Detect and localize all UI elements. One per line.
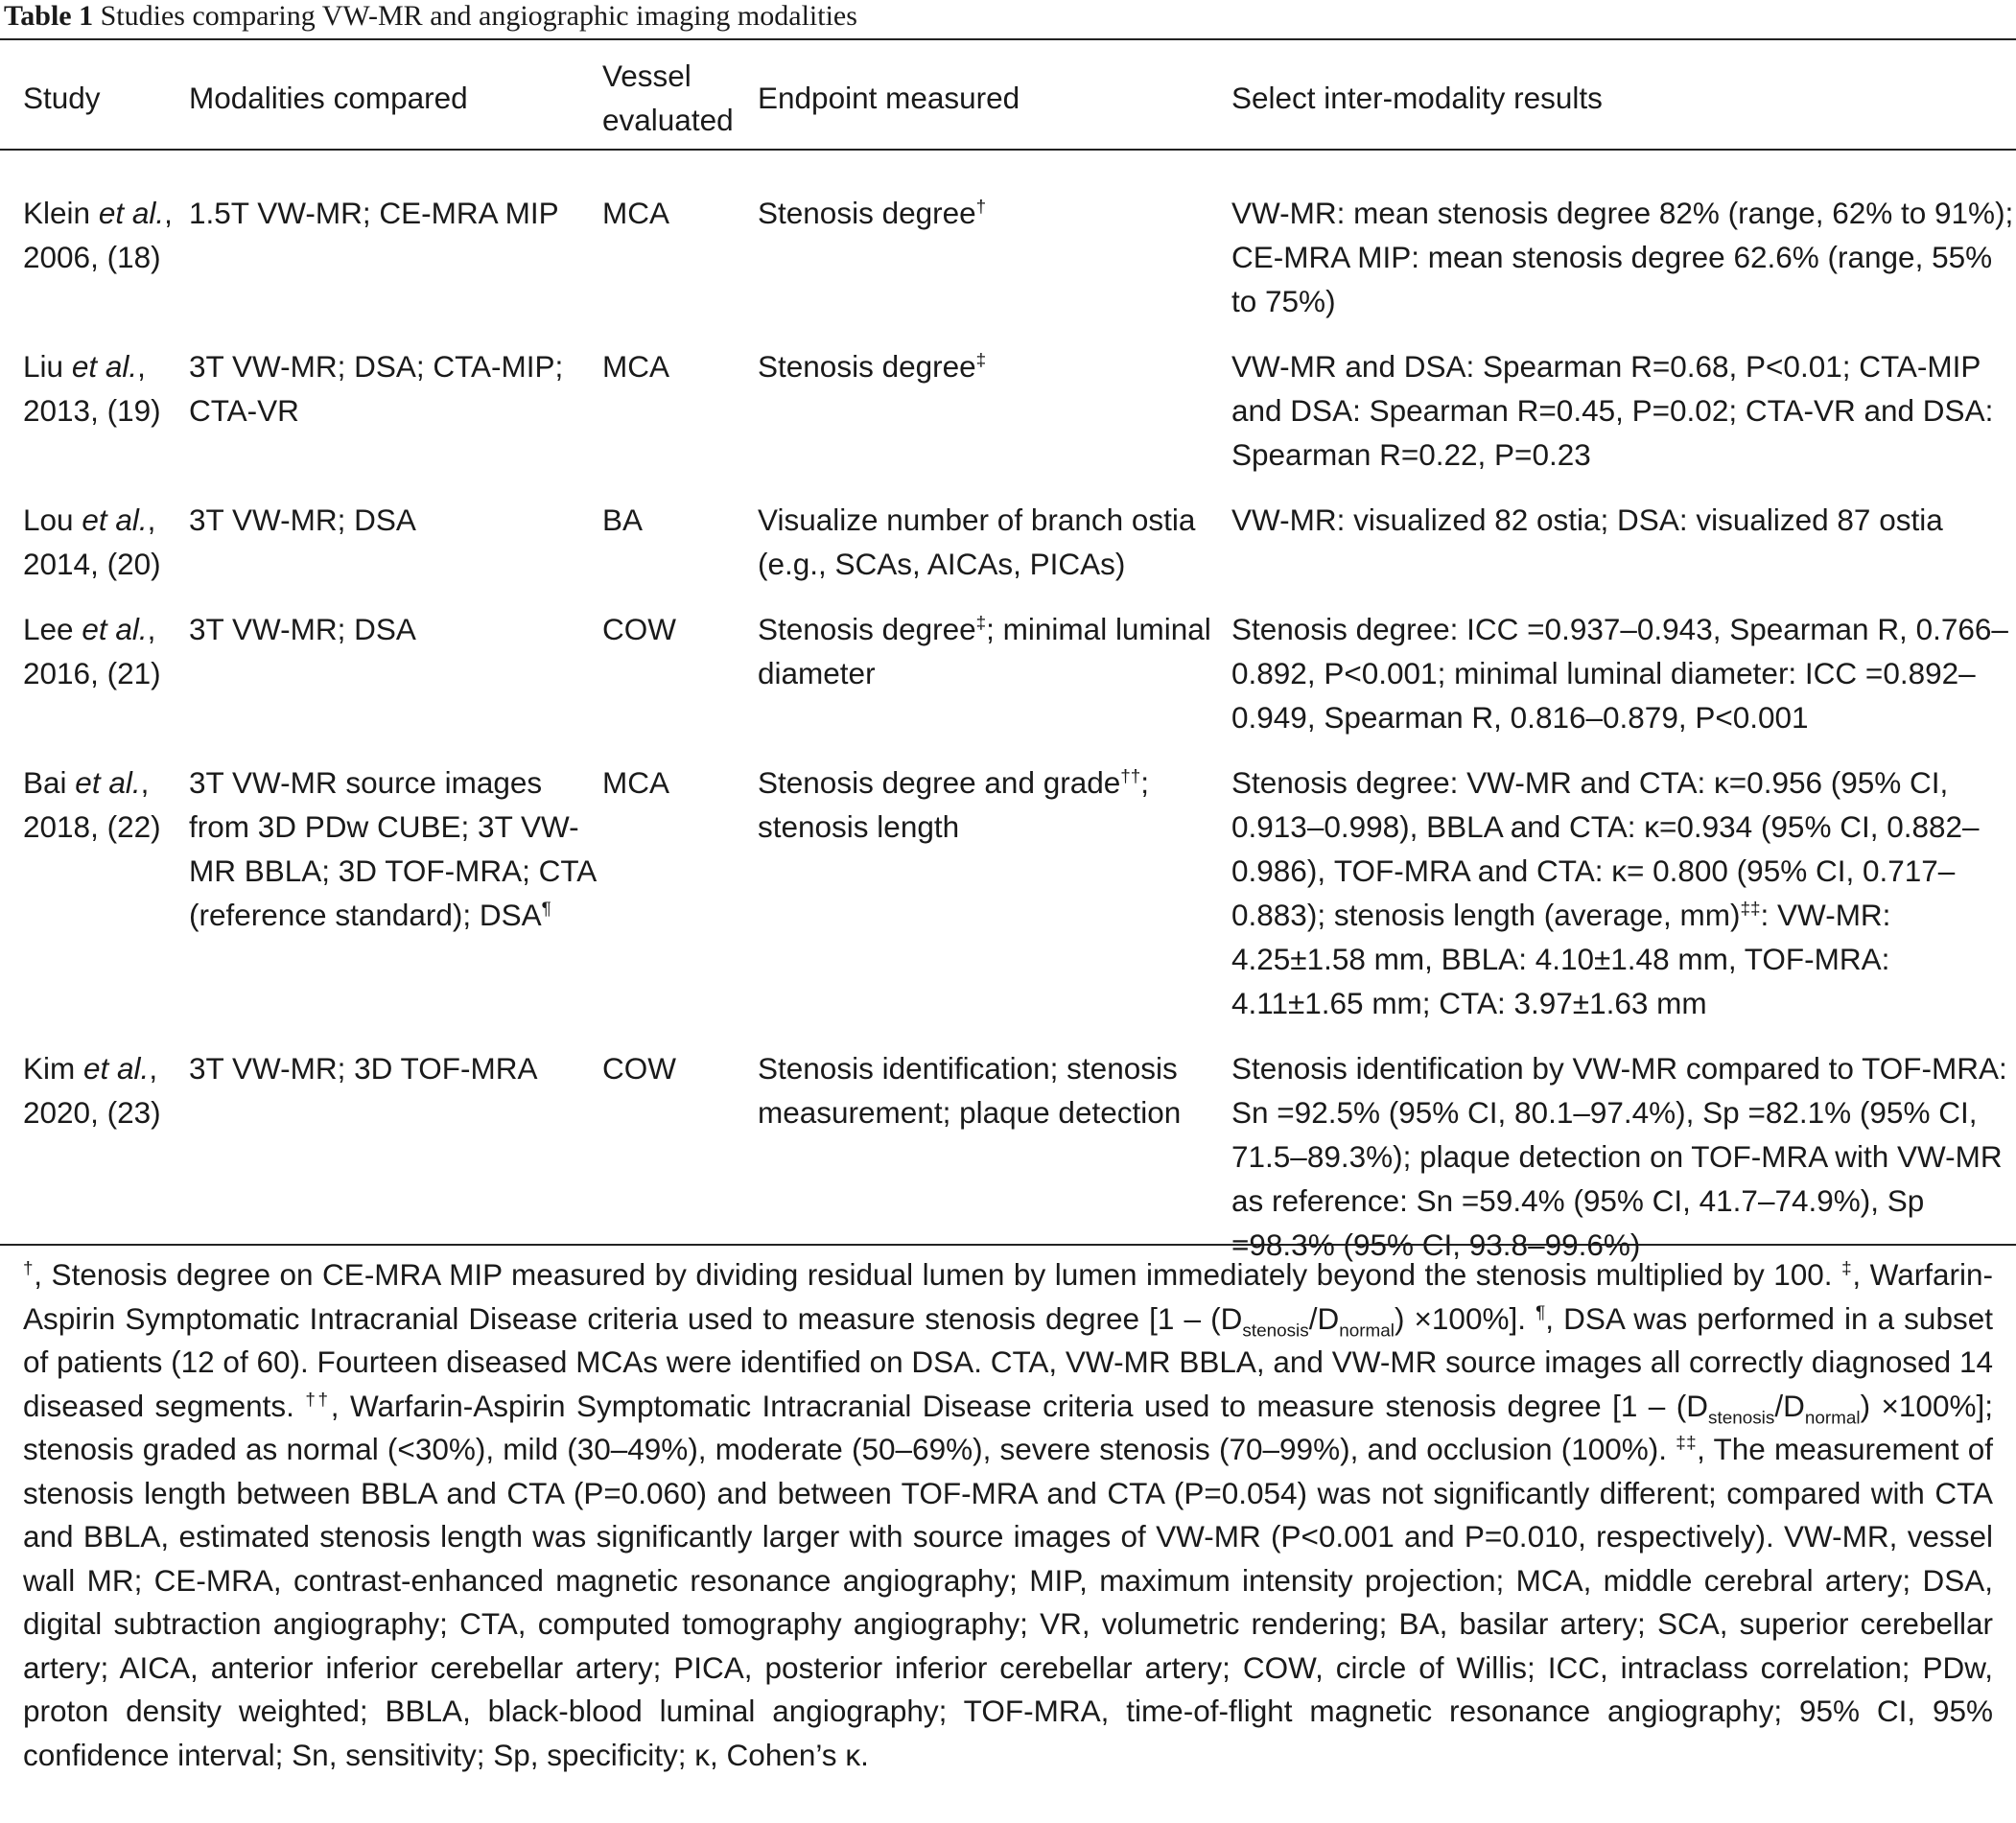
- table-row: [0, 760, 2016, 1046]
- subscript: stenosis: [1708, 1407, 1775, 1428]
- endpoint-cell: [758, 191, 1231, 344]
- study-citation: , 2014, (20): [23, 502, 161, 581]
- endpoint-text: Stenosis degree and grade: [758, 765, 1121, 800]
- study-etal: et al.: [82, 502, 148, 537]
- table-row: [0, 1046, 2016, 1288]
- footnote-text: , Warfarin-Aspirin Symptomatic Intracranial Disease criteria used to measure stenosis degree [1 – (D: [330, 1388, 1709, 1423]
- results-cell: VW-MR: mean stenosis degree 82% (range, 62% to 91%); CE-MRA MIP: mean stenosis degree 62.6% (range, 55% to 75%): [1231, 196, 2014, 318]
- table-label: Table 1: [4, 0, 94, 32]
- header-vessel-line2: evaluated: [602, 103, 734, 137]
- study-cell: [0, 344, 189, 498]
- endpoint-cell: Visualize number of branch ostia (e.g., SCAs, AICAs, PICAs): [758, 502, 1196, 581]
- table-row: [0, 344, 2016, 498]
- footnote-marker: †: [975, 197, 987, 218]
- study-etal: et al.: [98, 196, 165, 230]
- footnote-text: , DSA was performed in a subset of patients (12 of 60). Fourteen diseased MCAs were identified on DSA. CTA, VW-MR BBLA, and VW-MR source images all correctly diagnosed 14 diseased segments.: [23, 1300, 1993, 1423]
- study-citation: , 2018, (22): [23, 765, 161, 844]
- vessel-cell: MCA: [602, 196, 669, 230]
- study-cell: [0, 1046, 189, 1288]
- footnote-text: /D: [1774, 1388, 1805, 1423]
- results-cell: Stenosis degree: ICC =0.937–0.943, Spearman R, 0.766–0.892, P<0.001; minimal luminal diameter: ICC =0.892–0.949, Spearman R, 0.816–0.879, P<0.001: [1231, 612, 2008, 735]
- endpoint-text: Stenosis degree: [758, 349, 976, 384]
- study-author: Liu: [23, 349, 64, 384]
- study-etal: et al.: [83, 1051, 150, 1086]
- study-citation: , 2006, (18): [23, 196, 173, 274]
- endpoint-tail: ; stenosis length: [758, 765, 1150, 844]
- study-citation: , 2016, (21): [23, 612, 161, 690]
- header-study: Study: [23, 81, 101, 115]
- footnote-marker: ‡‡: [1676, 1433, 1698, 1454]
- modalities-cell: 3T VW-MR; 3D TOF-MRA: [189, 1051, 538, 1086]
- study-citation: , 2013, (19): [23, 349, 161, 428]
- subscript: stenosis: [1242, 1320, 1309, 1341]
- footnote-marker: ‡: [975, 613, 987, 634]
- study-cell: [0, 760, 189, 1046]
- results-cell: [1231, 760, 2016, 1046]
- results-text-tail: : VW-MR: 4.25±1.58 mm, BBLA: 4.10±1.48 mm, TOF-MRA: 4.11±1.65 mm; CTA: 3.97±1.63 mm: [1231, 898, 1891, 1020]
- endpoint-cell: [758, 344, 1231, 498]
- study-cell: [0, 498, 189, 607]
- results-cell: VW-MR and DSA: Spearman R=0.68, P<0.01; CTA-MIP and DSA: Spearman R=0.45, P=0.02; CTA-VR and DSA: Spearman R=0.22, P=0.23: [1231, 349, 1994, 472]
- subscript: normal: [1804, 1407, 1861, 1428]
- endpoint-cell: Stenosis identification; stenosis measurement; plaque detection: [758, 1051, 1182, 1130]
- table-row: [0, 607, 2016, 760]
- studies-table: [0, 54, 2016, 1288]
- study-etal: et al.: [71, 349, 138, 384]
- table-row: [0, 191, 2016, 344]
- table-title: Studies comparing VW-MR and angiographic imaging modalities: [100, 0, 857, 32]
- study-etal: et al.: [82, 612, 148, 646]
- footnote-marker: ¶: [1535, 1302, 1546, 1322]
- study-author: Kim: [23, 1051, 76, 1086]
- study-author: Lou: [23, 502, 74, 537]
- modalities-cell: 3T VW-MR; DSA: [189, 502, 416, 537]
- vessel-cell: MCA: [602, 765, 669, 800]
- results-text: Stenosis degree: VW-MR and CTA: κ=0.956 (95% CI, 0.913–0.998), BBLA and CTA: κ=0.934 (95% CI, 0.882–0.986), TOF-MRA and CTA: κ= 0.800 (95% CI, 0.717–0.883); stenosis length (average, mm): [1231, 765, 1980, 932]
- footnote-text: ) ×100%].: [1394, 1300, 1526, 1336]
- modalities-cell: 3T VW-MR; DSA: [189, 612, 416, 646]
- study-author: Lee: [23, 612, 74, 646]
- modalities-cell: 1.5T VW-MR; CE-MRA MIP: [189, 196, 559, 230]
- study-cell: [0, 191, 189, 344]
- header-endpoint: Endpoint measured: [758, 81, 1020, 115]
- modalities-cell: [189, 760, 602, 1046]
- header-vessel-line1: Vessel: [602, 58, 692, 93]
- footnote-text: ) ×100%]; stenosis graded as normal (<30%), mild (30–49%), moderate (50–69%), severe stenosis (70–99%), and occlusion (100%).: [23, 1388, 1993, 1466]
- header-results: Select inter-modality results: [1231, 81, 1603, 115]
- header-modalities: Modalities compared: [189, 81, 468, 115]
- footnote-marker: ††: [1120, 766, 1141, 787]
- vessel-cell: MCA: [602, 349, 669, 384]
- study-author: Bai: [23, 765, 67, 800]
- footnote-marker: ††: [305, 1390, 331, 1410]
- vessel-cell: COW: [602, 612, 676, 646]
- footnote-marker: ‡: [1841, 1258, 1853, 1279]
- endpoint-text: Stenosis degree: [758, 196, 976, 230]
- footnote-text: , Warfarin-Aspirin Symptomatic Intracranial Disease criteria used to measure stenosis degree [1 – (D: [23, 1257, 1993, 1336]
- modalities-cell: 3T VW-MR; DSA; CTA-MIP; CTA-VR: [189, 349, 564, 428]
- study-etal: et al.: [75, 765, 141, 800]
- footnote-marker: ‡: [975, 350, 987, 371]
- results-cell: VW-MR: visualized 82 ostia; DSA: visualized 87 ostia: [1231, 502, 1943, 537]
- study-citation: , 2020, (23): [23, 1051, 161, 1130]
- table-footnotes: [23, 1253, 1993, 1777]
- footnote-marker: ‡‡: [1740, 899, 1761, 920]
- study-author: Klein: [23, 196, 91, 230]
- footnote-marker: †: [23, 1258, 35, 1279]
- footnote-text: , The measurement of stenosis length between BBLA and CTA (P=0.060) and between TOF-MRA and CTA (P=0.054) was not significantly different; compared with CTA and BBLA, estimated stenosis length was significantly larger with source images of VW-MR (P<0.001 and P=0.010, respectively). VW-MR, vessel wall MR; CE-MRA, contrast-enhanced magnetic resonance angiography; MIP, maximum intensity projection; MCA, middle cerebral artery; DSA, digital subtraction angiography; CTA, computed tomography angiography; VR, volumetric rendering; BA, basilar artery; SCA, superior cerebellar artery; AICA, anterior inferior cerebellar artery; PICA, posterior inferior cerebellar artery; COW, circle of Willis; ICC, intraclass correlation; PDw, proton density weighted; BBLA, black-blood luminal angiography; TOF-MRA, time-of-flight magnetic resonance angiography; 95% CI, 95% confidence interval; Sn, sensitivity; Sp, specificity; κ, Cohen’s κ.: [23, 1432, 1993, 1772]
- endpoint-cell: [758, 760, 1231, 1046]
- header-row: [0, 54, 2016, 172]
- endpoint-cell: [758, 607, 1231, 760]
- study-cell: [0, 607, 189, 760]
- header-vessel: [602, 54, 758, 172]
- footnote-text: /D: [1308, 1300, 1340, 1336]
- endpoint-tail: ; minimal luminal diameter: [758, 612, 1211, 690]
- top-rule: [0, 38, 2016, 40]
- table-row: [0, 498, 2016, 607]
- footnote-marker: ¶: [541, 899, 551, 920]
- subscript: normal: [1339, 1320, 1395, 1341]
- modalities-text: 3T VW-MR source images from 3D PDw CUBE; 3T VW-MR BBLA; 3D TOF-MRA; CTA (reference standard); DSA: [189, 765, 596, 932]
- footnote-text: , Stenosis degree on CE-MRA MIP measured by dividing residual lumen by lumen immediately beyond the stenosis multiplied by 100.: [34, 1257, 1833, 1292]
- vessel-cell: COW: [602, 1051, 676, 1086]
- results-cell: Stenosis identification by VW-MR compared to TOF-MRA: Sn =92.5% (95% CI, 80.1–97.4%), Sp =82.1% (95% CI, 71.5–89.3%); plaque detection on TOF-MRA with VW-MR as reference: Sn =59.4% (95% CI, 41.7–74.9%), Sp =98.3% (95% CI, 93.8–99.6%): [1231, 1051, 2007, 1262]
- table-caption: [4, 0, 2016, 33]
- endpoint-text: Stenosis degree: [758, 612, 976, 646]
- vessel-cell: BA: [602, 502, 644, 537]
